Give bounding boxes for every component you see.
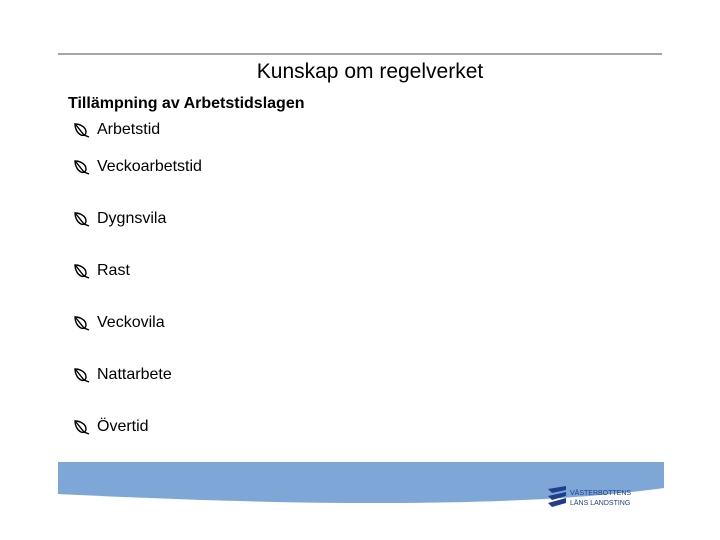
leaf-bullet-icon (72, 315, 92, 331)
bullet-label: Veckoarbetstid (97, 158, 202, 175)
bullet-label: Nattarbete (97, 366, 172, 383)
slide-subtitle: Tillämpning av Arbetstidslagen (68, 95, 305, 112)
bullet-label: Dygnsvila (97, 210, 167, 227)
bullet-item (72, 349, 202, 401)
landsting-logo (548, 486, 658, 508)
bullet-item (72, 141, 202, 193)
leaf-bullet-icon (72, 159, 92, 175)
leaf-bullet-icon (72, 419, 92, 435)
bullet-item (72, 297, 202, 349)
bullet-list (72, 119, 202, 453)
bullet-label: Veckovila (97, 314, 165, 331)
leaf-bullet-icon (72, 211, 92, 227)
leaf-bullet-icon (72, 263, 92, 279)
logo-line2: LÄNS LANDSTING (570, 500, 631, 507)
leaf-bullet-icon (72, 367, 92, 383)
title-divider (58, 53, 662, 55)
leaf-bullet-icon (72, 122, 92, 138)
slide-title: Kunskap om regelverket (256, 60, 484, 83)
bullet-label: Övertid (97, 418, 149, 435)
bullet-label: Arbetstid (97, 121, 161, 138)
bullet-item (72, 401, 202, 453)
bullet-item (72, 119, 202, 141)
bullet-label: Rast (97, 262, 130, 279)
logo-line1: VÄSTERBOTTENS (570, 490, 632, 497)
bullet-item (72, 245, 202, 297)
bullet-item (72, 193, 202, 245)
